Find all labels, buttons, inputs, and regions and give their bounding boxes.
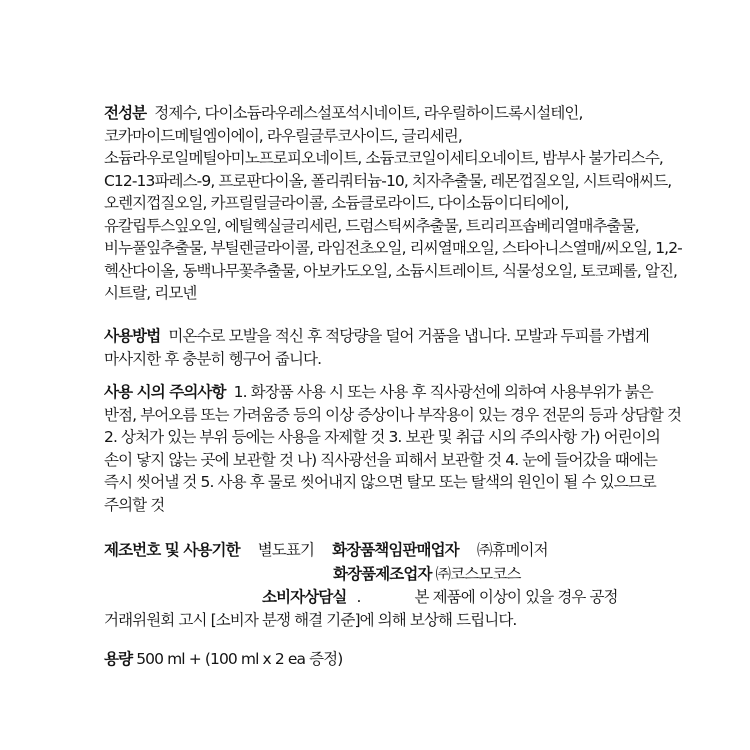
compensation-notice-start: 본 제품에 이상이 있을 경우 공정 — [414, 588, 618, 606]
maker-label: 화장품제조업자 — [333, 565, 432, 583]
volume-label: 용량 — [104, 650, 133, 668]
ingredients-section — [104, 102, 682, 305]
usage-label: 사용방법 — [104, 327, 161, 345]
volume-value: 500 ml + (100 ml x 2 ea 증정) — [136, 650, 343, 668]
volume-line — [104, 648, 342, 670]
seller-label: 화장품책임판매업자 — [332, 541, 459, 559]
seller-value: ㈜휴메이저 — [476, 541, 548, 559]
caution-label: 사용 시의 주의사항 — [104, 383, 226, 401]
usage-section — [104, 325, 682, 370]
mfg-label: 제조번호 및 사용기한 — [104, 541, 240, 559]
caution-section — [104, 381, 682, 516]
manufacture-info-line — [104, 539, 548, 561]
compensation-notice-end: 거래위원회 고시 [소비자 분쟁 해결 기준]에 의해 보상해 드립니다. — [104, 611, 517, 629]
mfg-value: 별도표기 — [257, 541, 315, 559]
consumer-info-line — [262, 586, 618, 608]
maker-value: ㈜코스모코스 — [435, 565, 521, 583]
compensation-notice-line — [104, 609, 516, 631]
consumer-label: 소비자상담실 — [262, 588, 347, 606]
caution-text: 1. 화장품 사용 시 또는 사용 후 직사광선에 의하여 사용부위가 붉은 반점, 부어오름 또는 가려움증 등의 이상 증상이나 부작용이 있는 경우 전문의 등과 상담할 것 2. 상처가 있는 부위 등에는 사용을 자제할 것 3. 보관 및 취급 시의 주의사항 가) 어린이의 손이 닿지 않는 곳에 보관할 것 나) 직사광선을 피해서 보관할 것 4. 눈에 들어갔을 때에는 즉시 씻어낼 것 5. 사용 후 물로 씻어내지 않으면 탈모 또는 탈색의 원인이 될 수 있으므로 주의할 것 — [104, 383, 682, 514]
ingredients-text: 정제수, 다이소듐라우레스설포석시네이트, 라우릴하이드록시설테인, 코카마이드메틸엠이에이, 라우릴글루코사이드, 글리세린, 소듐라우로일메틸아미노프로피오네이트, 소듐코코일이세티오네이트, 밤부사 불가리스수, C12-13파레스-9, 프로판다이올, 폴리쿼터늄-10, 치자추출물, 레몬껍질오일, 시트릭애씨드, 오렌지껍질오일, 카프릴릴글라이콜, 소듐클로라이드, 다이소듐이디티에이, 유칼립투스잎오일, 에틸헥실글리세린, 드럼스틱씨추출물, 트리리프솝베리열매추출물, 비누풀잎추출물, 부틸렌글라이콜, 라임전초오일, 리씨열매오일, 스타아니스열매/씨오일, 1,2-헥산다이올, 동백나무꽃추출물, 아보카도오일, 소듐시트레이트, 식물성오일, 토코페롤, 알진, 시트랄, 리모넨 — [104, 104, 682, 302]
maker-info-line — [333, 563, 521, 585]
usage-text: 미온수로 모발을 적신 후 적당량을 덜어 거품을 냅니다. 모발과 두피를 가볍게 마사지한 후 충분히 헹구어 줍니다. — [104, 327, 649, 368]
ingredients-label: 전성분 — [104, 104, 147, 122]
consumer-value: . — [356, 588, 361, 606]
